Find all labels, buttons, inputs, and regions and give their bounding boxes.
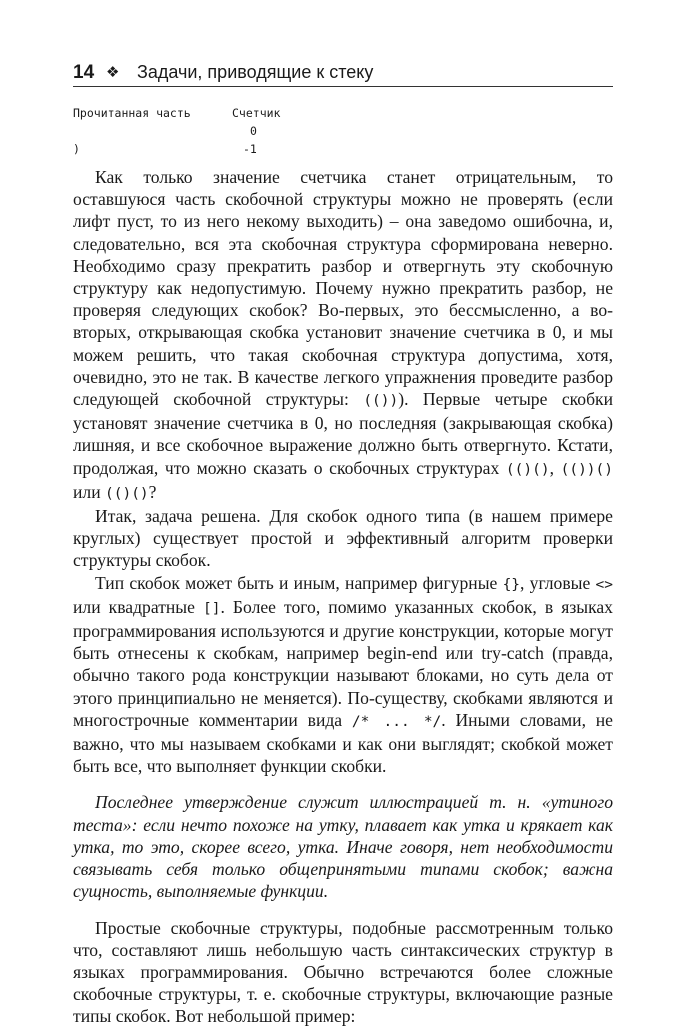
paragraph: Итак, задача решена. Для скобок одного типа (в нашем примере круглых) существует простой и эффективный алгоритм проверки структуры скобок. (73, 506, 613, 571)
header-divider (73, 86, 613, 87)
trace-counter-value: 0 (250, 124, 257, 138)
chapter-title: Задачи, приводящие к стеку (137, 62, 374, 82)
running-header (73, 60, 613, 86)
inline-code: (()() (105, 485, 149, 502)
inline-code: /* ... */ (351, 713, 442, 730)
paragraph: Простые скобочные структуры, подобные рассмотренным только что, составляют лишь небольшую часть синтаксических структур в языках программирования. Обычно встречаются более сложные скобочные структуры, т. е. скобочные структуры, включающие разные типы скобок. Вот небольшой пример: (73, 917, 613, 1027)
inline-code: [] (202, 600, 221, 617)
counter-trace-listing (73, 104, 613, 158)
italic-note: Последнее утверждение служит иллюстрацией т. н. «утиного теста»: если нечто похоже на утку, плавает как утка и крякает как утка, то это, скорее всего, утка. Иначе говоря, нет необходимости связывать себя только общепринятыми типами скобок; важна сущность, выполняемые функции. (73, 792, 613, 902)
inline-code: {} (502, 576, 521, 593)
trace-column-counter: Счетчик (232, 106, 281, 120)
inline-code: (()() (505, 461, 550, 478)
paragraph: Как только значение счетчика станет отрицательным, то оставшуюся часть скобочной структуры можно не проверять (если лифт пуст, то из него некому выходить) – она заведомо ошибочна, и, следовательно, вся эта скобочная структура сформирована неверно. Необходимо сразу прекратить разбор и отвергнуть эту скобочную структуру как недопустимую. Почему нужно прекратить разбор, не проверяя следующих скобок? Во-первых, это бессмысленно, а во-вторых, открывающая скобка установит значение счетчика в 0, и мы можем решить, что такая скобочная структура допустима, хотя, очевидно, это не так. В качестве легкого упражнения проведите разбор следующей скобочной структуры: (())). Первые четыре скобки установят значение счетчика в 0, но последняя (закрывающая скобка) лишняя, и все скобочное выражение должно быть отвергнуто. Кстати, продолжая, что можно сказать о скобочных структурах (()(), (())() или (()()? (73, 167, 613, 502)
trace-column-read-part: Прочитанная часть (73, 106, 191, 120)
inline-code: (())() (560, 461, 613, 478)
trace-counter-value: -1 (243, 142, 257, 156)
body-text (73, 166, 613, 1028)
trace-header-row (73, 104, 613, 122)
trace-row (73, 140, 613, 158)
paragraph: Тип скобок может быть и иным, например фигурные {}, угловые <> или квадратные []. Более того, помимо указанных скобок, в языках программирования используются и другие конструкции, которые могут быть отнесены к скобкам, например begin-end или try-catch (правда, обычно такого рода конструкции называют блоками, но суть дела от этого принципиально не меняется). По-существу, скобками являются и многострочные комментарии вида /* ... */. Иными словами, не важно, что мы называем скобками и как они выглядят; скобкой может быть все, что выполняет функции скобки. (73, 572, 613, 777)
inline-code: <> (595, 576, 613, 593)
diamond-ornament-icon: ❖ (106, 63, 120, 81)
page-number: 14 (73, 62, 95, 83)
trace-row (73, 122, 613, 140)
inline-code: (()) (363, 393, 399, 410)
trace-read-value: ) (73, 142, 80, 156)
